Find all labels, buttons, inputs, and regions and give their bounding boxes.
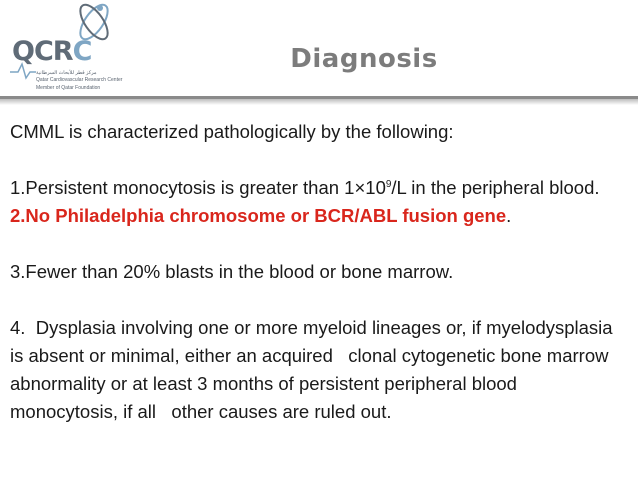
criterion-3: 3.Fewer than 20% blasts in the blood or bone marrow.: [10, 261, 454, 282]
logo-subtitle-foundation: Member of Qatar Foundation: [36, 85, 101, 91]
intro-text: CMML is characterized pathologically by the following:: [10, 121, 454, 142]
criterion-2-highlight: 2.No Philadelphia chromosome or BCR/ABL fusion gene: [10, 205, 507, 226]
logo-wordmark: QCRC: [12, 36, 92, 67]
criterion-1: 1.Persistent monocytosis is greater than $1\times 10^9/L$ in the peripheral blood.: [10, 177, 600, 198]
slide-title: Diagnosis: [290, 44, 438, 74]
criterion-4: 4. Dysplasia involving one or more myeloid lineages or, if myelodysplasia is absent or minimal, either an acquired clonal cytogenetic bone marrow abnormality or at least 3 months of persistent peripheral blood monocytosis, if all other causes are ruled out.: [10, 317, 618, 422]
exponent: 9: [385, 179, 392, 190]
header-divider-shadow: [0, 99, 638, 105]
logo-subtitle-english: Qatar Cardiovascular Research Center: [36, 77, 123, 83]
logo-subtitle-arabic: مركز قطر للأبحاث السرطانية: [36, 70, 97, 76]
criterion-2: 2.No Philadelphia chromosome or BCR/ABL fusion gene.: [10, 205, 512, 226]
slide-body: [10, 118, 630, 426]
slide-header: [0, 0, 638, 96]
